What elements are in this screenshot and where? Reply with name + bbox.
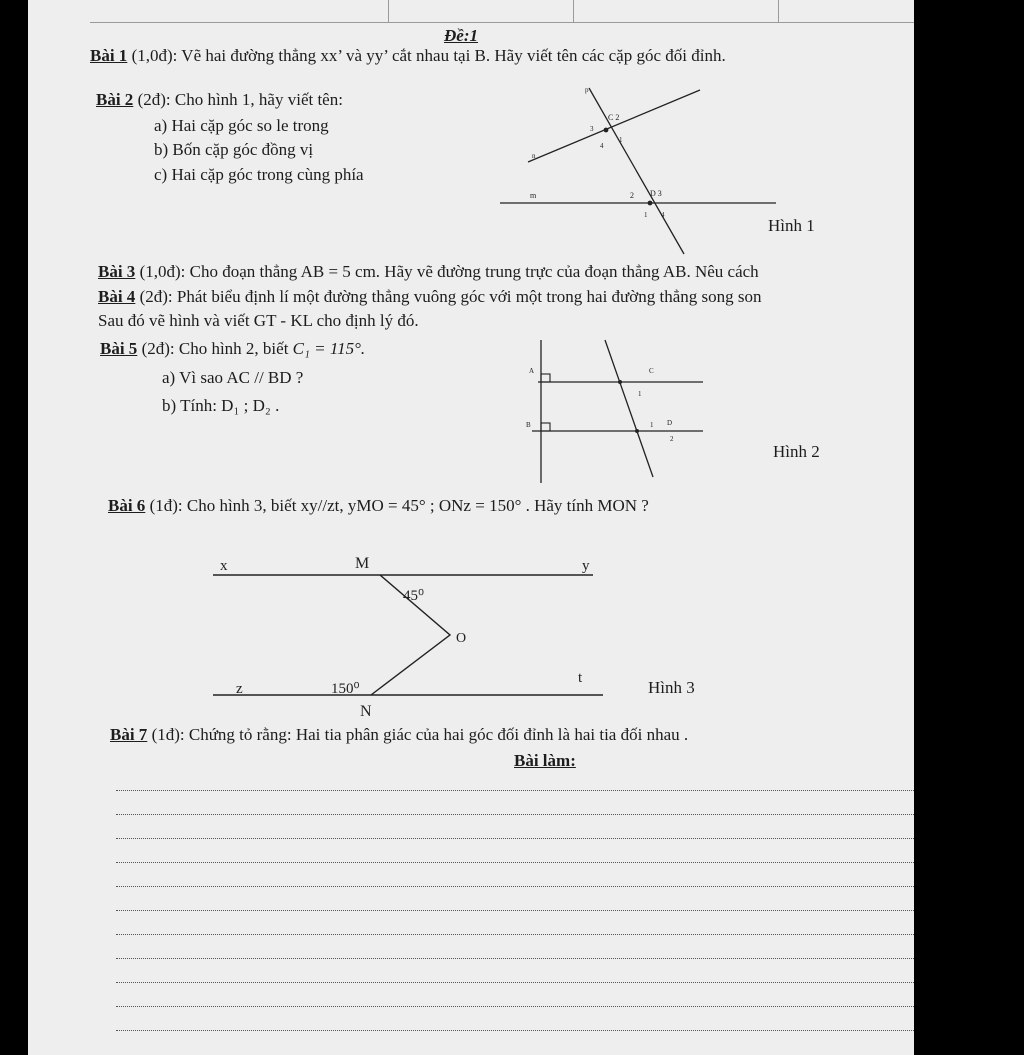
hinh1-figure	[498, 80, 798, 260]
bai5-text: Bài 5 (2đ): Cho hình 2, biết C₁ = 115°.	[100, 339, 366, 358]
hinh2-label-c: C	[649, 367, 654, 375]
bai6-text: Bài 6 (1đ): Cho hình 3, biết xy//zt, yMO = 45° ; ONz = 150° . Hãy tính MON ?	[108, 496, 649, 515]
bai4-line2: Sau đó vẽ hình và viết GT - KL cho định lý đó.	[98, 311, 419, 330]
bai2-item-a: a) Hai cặp góc so le trong	[154, 116, 329, 135]
bai5-label: Bài 5	[100, 339, 138, 358]
hinh1-label-4: 4	[600, 142, 604, 150]
answer-line[interactable]	[116, 1006, 914, 1007]
answer-line[interactable]	[116, 934, 914, 935]
hinh3-label-x: x	[220, 558, 228, 574]
hinh1-label-m: m	[530, 191, 537, 200]
bai5-b: b) Tính: D₁ ; D₂ .	[162, 396, 280, 415]
hinh3-label-o: O	[456, 631, 467, 646]
hinh3-label-m: M	[355, 555, 370, 572]
hinh1-label-1: 1	[619, 136, 623, 144]
answer-line[interactable]	[116, 814, 914, 815]
hinh2-figure	[498, 335, 738, 485]
header-rule	[90, 22, 914, 23]
hinh2-label-b: B	[526, 421, 531, 429]
bai2-item-b: b) Bốn cặp góc đồng vị	[154, 140, 314, 159]
hinh3-label-45: 45⁰	[403, 588, 425, 604]
hinh2-label-1d: 1	[650, 421, 654, 429]
exam-paper	[28, 0, 914, 1055]
hinh1-label-n: n	[532, 152, 536, 160]
bai7-label: Bài 7	[110, 725, 148, 744]
hinh1-label-d3: D 3	[650, 189, 662, 198]
bai1-text: Bài 1 (1,0đ): Vẽ hai đường thẳng xx’ và yy’ cắt nhau tại B. Hãy viết tên các cặp góc đối đỉnh.	[90, 46, 726, 65]
hinh1-label-c2: C 2	[608, 113, 620, 122]
bai2-label: Bài 2	[96, 90, 134, 109]
hinh1-label-2: 2	[630, 191, 634, 200]
bai3-text: Bài 3 (1,0đ): Cho đoạn thẳng AB = 5 cm. Hãy vẽ đường trung trực của đoạn thẳng AB. Nêu cách	[98, 262, 759, 281]
hinh3-label-150: 150⁰	[331, 681, 360, 697]
hinh2-label-d: D	[667, 419, 673, 427]
header-divider	[573, 0, 574, 22]
hinh1-label-4d: 4	[661, 211, 665, 219]
header-divider	[778, 0, 779, 22]
hinh2-label-2d: 2	[670, 435, 674, 443]
bai2-item-c: c) Hai cặp góc trong cùng phía	[154, 165, 364, 184]
answer-line[interactable]	[116, 1030, 914, 1031]
header-divider	[388, 0, 389, 22]
hinh3-label-t: t	[578, 670, 583, 686]
bai4-text: Bài 4 (2đ): Phát biểu định lí một đường thẳng vuông góc với một trong hai đường thẳng song son	[98, 287, 762, 306]
bai7-text: Bài 7 (1đ): Chứng tỏ rằng: Hai tia phân giác của hai góc đối đỉnh là hai tia đối nhau .	[110, 725, 689, 744]
bai4-label: Bài 4	[98, 287, 136, 306]
bai6-label: Bài 6	[108, 496, 146, 515]
answer-line[interactable]	[116, 910, 914, 911]
answer-line[interactable]	[116, 838, 914, 839]
hinh3-label-n: N	[360, 703, 372, 720]
bai3-label: Bài 3	[98, 262, 136, 281]
hinh3-figure	[208, 550, 608, 720]
bai5-a: a) Vì sao AC // BD ?	[162, 368, 304, 387]
hinh3-label-y: y	[582, 558, 590, 574]
hinh2-label-1c: 1	[638, 390, 642, 398]
hinh3-caption: Hình 3	[648, 678, 695, 697]
hinh1-caption: Hình 1	[768, 216, 815, 235]
answer-line[interactable]	[116, 790, 914, 791]
hinh1-label-p: p	[585, 86, 589, 94]
hinh1-label-1d: 1	[644, 211, 648, 219]
answer-line[interactable]	[116, 862, 914, 863]
hinh2-caption: Hình 2	[773, 442, 820, 461]
answer-line[interactable]	[116, 886, 914, 887]
answer-line[interactable]	[116, 982, 914, 983]
hinh3-label-z: z	[236, 681, 243, 697]
bai1-label: Bài 1	[90, 46, 128, 65]
hinh1-label-3: 3	[590, 125, 594, 133]
exam-code: Đề:1	[444, 26, 478, 45]
answer-heading: Bài làm:	[514, 751, 576, 770]
answer-line[interactable]	[116, 958, 914, 959]
bai2-text: Bài 2 (2đ): Cho hình 1, hãy viết tên:	[96, 90, 343, 109]
hinh2-label-a: A	[529, 367, 535, 375]
